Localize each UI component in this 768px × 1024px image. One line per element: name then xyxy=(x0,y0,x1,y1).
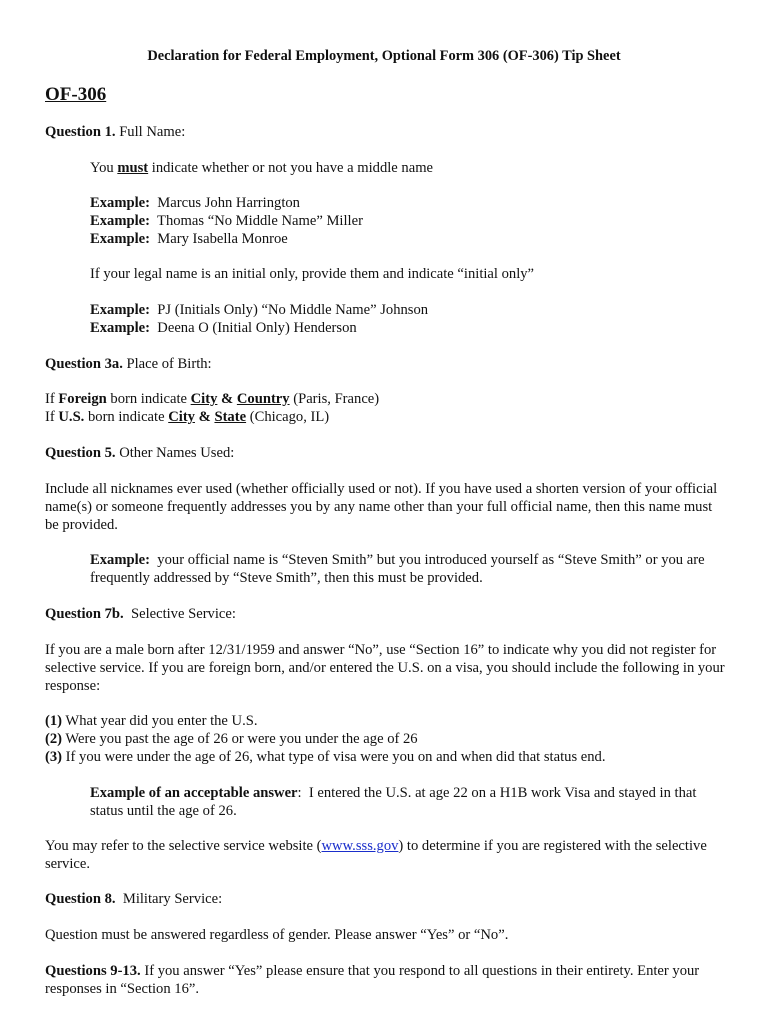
foreign-born-line xyxy=(45,390,725,408)
question-text: Place of Birth: xyxy=(122,356,212,372)
question-8-heading xyxy=(45,890,725,908)
question-text: Selective Service: xyxy=(123,606,236,622)
example-line xyxy=(90,194,725,212)
example-line xyxy=(90,319,725,337)
must-emphasis: must xyxy=(117,160,149,176)
list-number: (3) xyxy=(45,749,63,765)
sss-reference xyxy=(45,837,725,873)
question-text: Military Service: xyxy=(115,891,223,907)
line-text: (Chicago, IL) xyxy=(246,409,330,425)
example-text: your official name is “Steven Smith” but you introduced yourself as “Steve Smith” or you are frequently addressed by “Steve Smith”, then this must be provided. xyxy=(90,552,709,586)
example-label: Example: xyxy=(90,302,150,318)
list-item xyxy=(45,712,725,730)
line-text: If xyxy=(45,391,59,407)
question-label: Question 5. xyxy=(45,445,116,461)
document-title: Declaration for Federal Employment, Optional Form 306 (OF-306) Tip Sheet xyxy=(147,48,621,64)
question-label: Questions 9-13. xyxy=(45,963,141,979)
list-text: What year did you enter the U.S. xyxy=(62,713,258,729)
sss-website-link[interactable]: www.sss.gov xyxy=(321,838,399,854)
question-7b-heading xyxy=(45,605,725,623)
question-label: Question 3a. xyxy=(45,356,123,372)
selective-service-paragraph: If you are a male born after 12/31/1959 and answer “No”, use “Section 16” to indicate why you did not register for selective service. If you are foreign born, and/or entered the U.S. on a visa, you should include the following in your response: xyxy=(45,642,725,694)
question-text: Full Name: xyxy=(115,124,186,140)
questions-9-13-paragraph xyxy=(45,962,725,998)
line-text: born indicate xyxy=(84,409,169,425)
foreign-emphasis: Foreign xyxy=(58,391,107,407)
acceptable-answer-example xyxy=(90,784,725,820)
example-text: Deena O (Initial Only) Henderson xyxy=(157,320,357,336)
example-line xyxy=(90,212,725,230)
middle-name-instruction xyxy=(90,159,725,177)
us-emphasis: U.S. xyxy=(58,409,85,425)
initial-only-note: If your legal name is an initial only, provide them and indicate “initial only” xyxy=(90,266,535,282)
example-text: : I entered the U.S. at age 22 on a H1B work Visa and stayed in that status until the age of 26. xyxy=(90,785,701,819)
example-text: Marcus John Harrington xyxy=(157,195,300,211)
example-label: Example: xyxy=(90,320,150,336)
question-3a-heading xyxy=(45,355,725,373)
line-text: born indicate xyxy=(106,391,191,407)
nicknames-paragraph: Include all nicknames ever used (whether officially used or not). If you have used a shorten version of your official name(s) or someone frequently addresses you by any name other than your full official name, then this name must be provided. xyxy=(45,481,718,533)
city-emphasis: City xyxy=(190,391,218,407)
city-emphasis: City xyxy=(168,409,195,425)
ampersand: & xyxy=(194,409,215,425)
example-label: Example: xyxy=(90,552,150,568)
example-label: Example: xyxy=(90,213,150,229)
example-label: Example: xyxy=(90,231,150,247)
question-label: Question 1. xyxy=(45,124,116,140)
list-text: Were you past the age of 26 or were you under the age of 26 xyxy=(62,731,418,747)
ampersand: & xyxy=(217,391,237,407)
example-text: PJ (Initials Only) “No Middle Name” Johnson xyxy=(157,302,429,318)
military-service-paragraph: Question must be answered regardless of gender. Please answer “Yes” or “No”. xyxy=(45,927,509,943)
question-label: Question 7b. xyxy=(45,606,124,622)
example-line xyxy=(90,301,725,319)
form-heading: OF-306 xyxy=(45,84,107,105)
list-item xyxy=(45,730,725,748)
example-text: Mary Isabella Monroe xyxy=(157,231,288,247)
list-number: (1) xyxy=(45,713,63,729)
line-text: If xyxy=(45,409,59,425)
instruction-text: indicate whether or not you have a middle name xyxy=(148,160,434,176)
example-line xyxy=(90,230,725,248)
question-text: Other Names Used: xyxy=(115,445,235,461)
list-item xyxy=(45,748,725,766)
line-text: (Paris, France) xyxy=(289,391,380,407)
question-5-heading xyxy=(45,444,725,462)
question-label: Question 8. xyxy=(45,891,116,907)
state-emphasis: State xyxy=(214,409,247,425)
nickname-example xyxy=(90,551,725,587)
reference-text: ) to determine if you are registered with the selective service. xyxy=(45,838,707,872)
list-text: If you were under the age of 26, what type of visa were you on and when did that status end. xyxy=(62,749,606,765)
question-1-heading xyxy=(45,123,725,141)
example-label: Example: xyxy=(90,195,150,211)
reference-text: You may refer to the selective service website ( xyxy=(45,838,322,854)
question-text: If you answer “Yes” please ensure that you respond to all questions in their entirety. Enter your responses in “Section 16”. xyxy=(45,963,700,997)
instruction-text: You xyxy=(90,160,118,176)
list-number: (2) xyxy=(45,731,63,747)
example-text: Thomas “No Middle Name” Miller xyxy=(157,213,363,229)
example-label: Example of an acceptable answer xyxy=(90,785,298,801)
us-born-line xyxy=(45,408,725,426)
country-emphasis: Country xyxy=(236,391,290,407)
